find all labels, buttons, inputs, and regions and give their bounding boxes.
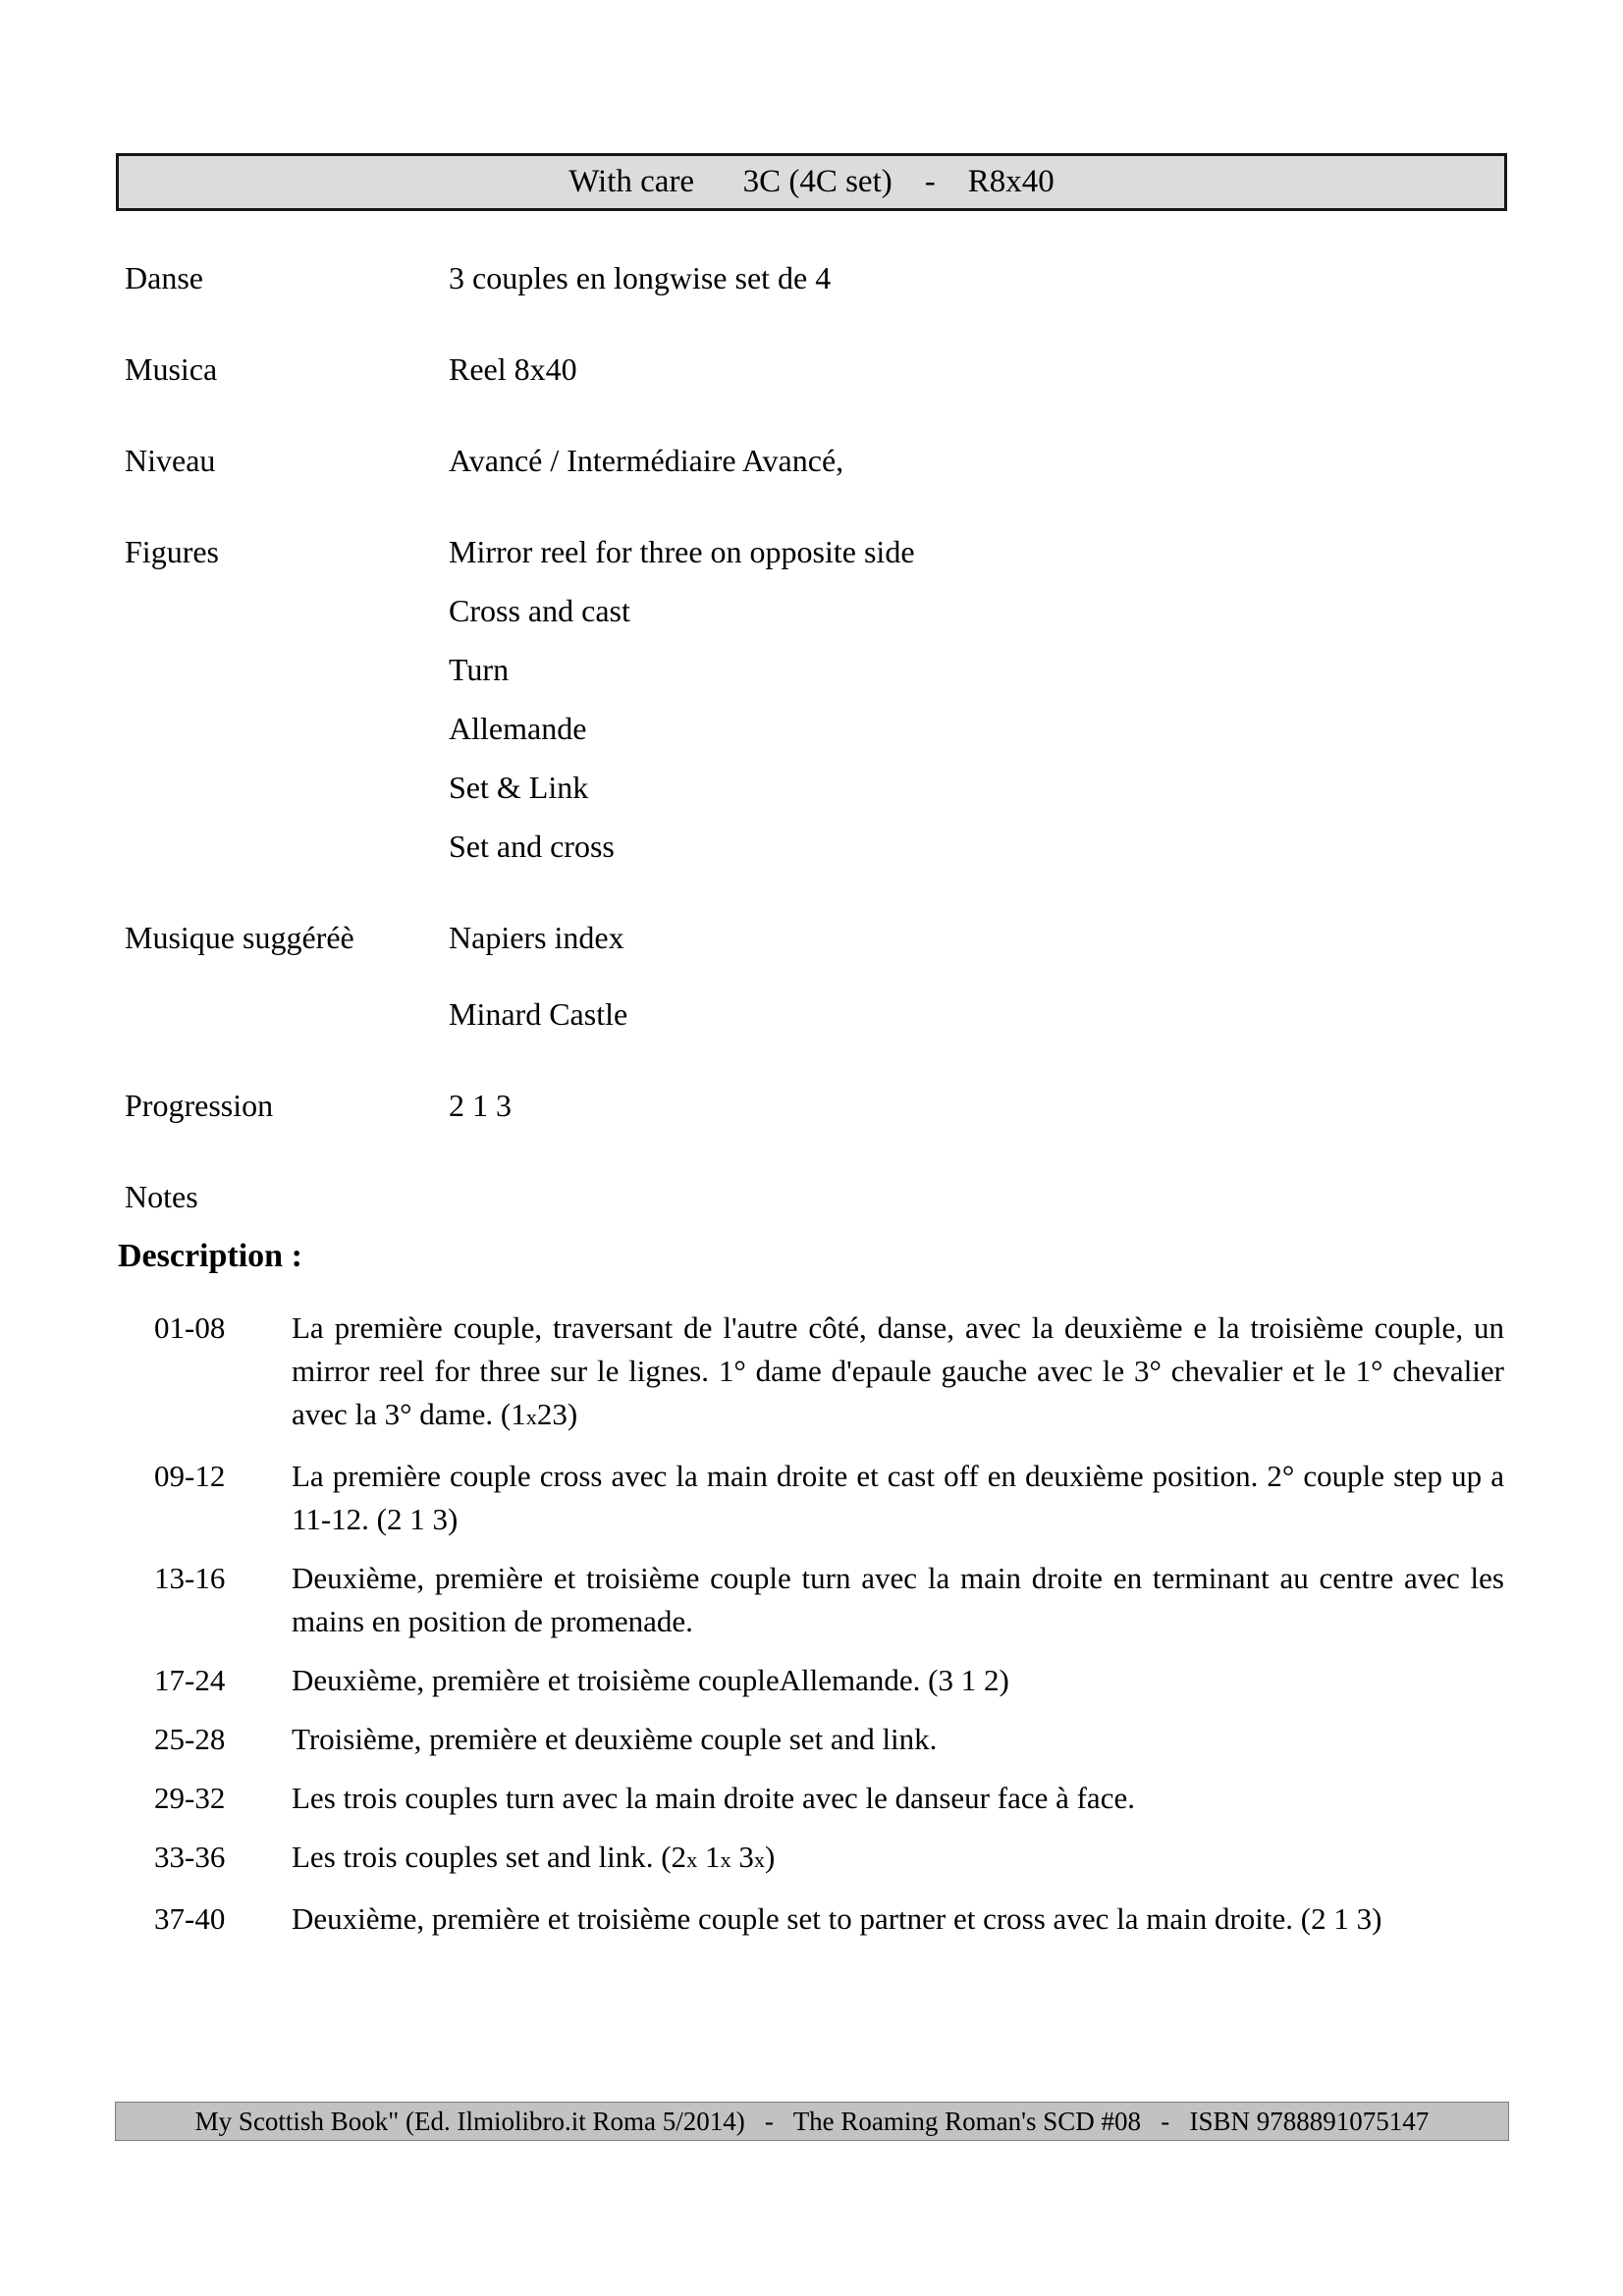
field-value: 3 couples en longwise set de 4 [449,260,832,295]
description-item [154,1718,1504,1761]
footer-bar [115,2102,1509,2141]
description-text: La première couple cross avec la main droite et cast off en deuxième position. 2° couple step up a 11-12. (2 1 3) [292,1459,1504,1536]
bars-range: 09-12 [154,1459,226,1493]
field-value: Reel 8x40 [449,351,577,387]
bars-range: 01-08 [154,1310,226,1345]
field-label: Notes [125,1179,198,1214]
field-value: Minard Castle [449,996,628,1032]
description-section [118,1235,1504,1956]
field-value: Set & Link [449,770,589,805]
field-row-musique-suggeree [125,908,1517,1043]
subscript-x: x [686,1847,698,1872]
field-values [449,431,1517,490]
description-heading: Description : [118,1238,302,1274]
description-item [154,1897,1504,1941]
field-row-musica [125,340,1517,399]
field-value: Napiers index [449,920,624,955]
description-item [154,1307,1504,1439]
description-item [154,1836,1504,1882]
description-text: Deuxième, première et troisième couple set to partner et cross avec la main droite. (2 1 3) [292,1901,1382,1936]
description-text: Troisième, première et deuxième couple set and link. [292,1722,938,1756]
field-value: Set and cross [449,828,615,864]
subscript-x: x [753,1847,766,1872]
subscript-x: x [720,1847,731,1872]
description-text: La première couple, traversant de l'autre côté, danse, avec la deuxième e la troisième couple, un mirror reel for three sur le lignes. 1° dame d'epaule gauche avec le 3° chevalier et le 1° chevalier avec la 3° dame. (1x23) [292,1310,1504,1431]
description-item [154,1557,1504,1643]
dance-title-bar [116,153,1507,211]
field-row-danse [125,248,1517,307]
field-label: Progression [125,1088,274,1123]
description-item [154,1777,1504,1820]
field-row-figures [125,522,1517,876]
field-value: Mirror reel for three on opposite side [449,534,915,569]
description-text: Les trois couples set and link. (2x 1x 3x) [292,1840,776,1874]
bars-range: 29-32 [154,1781,226,1815]
description-text: Deuxième, première et troisième couple turn avec la main droite en terminant au centre avec les mains en position de promenade. [292,1561,1504,1638]
field-label: Musica [125,351,218,387]
bars-range: 33-36 [154,1840,226,1874]
field-value: 2 1 3 [449,1088,512,1123]
footer-text: My Scottish Book" (Ed. Ilmiolibro.it Roma 5/2014) - The Roaming Roman's SCD #08 - ISBN 9788891075147 [194,2106,1430,2136]
dance-title: With care 3C (4C set) - R8x40 [568,164,1055,199]
bars-range: 37-40 [154,1901,226,1936]
field-row-notes [125,1167,1517,1226]
field-values [449,908,1517,1043]
subscript-x: x [525,1405,537,1429]
field-values [449,1167,1517,1226]
bars-range: 17-24 [154,1663,226,1697]
field-row-niveau [125,431,1517,490]
field-label: Figures [125,534,219,569]
field-value: Turn [449,652,510,687]
field-value: Cross and cast [449,593,630,628]
field-label: Danse [125,260,203,295]
info-fields [125,248,1517,1258]
field-label: Musique suggéréè [125,920,354,955]
description-text: Les trois couples turn avec la main droite avec le danseur face à face. [292,1781,1135,1815]
bars-range: 13-16 [154,1561,226,1595]
description-item [154,1659,1504,1702]
field-values [449,1076,1517,1135]
description-text: Deuxième, première et troisième coupleAllemande. (3 1 2) [292,1663,1009,1697]
field-values [449,522,1517,876]
field-values [449,340,1517,399]
field-label: Niveau [125,443,216,478]
bars-range: 25-28 [154,1722,226,1756]
field-value: Avancé / Intermédiaire Avancé, [449,443,844,478]
description-list [154,1307,1504,1941]
field-row-progression [125,1076,1517,1135]
field-value: Allemande [449,711,587,746]
description-item [154,1455,1504,1541]
field-values [449,248,1517,307]
